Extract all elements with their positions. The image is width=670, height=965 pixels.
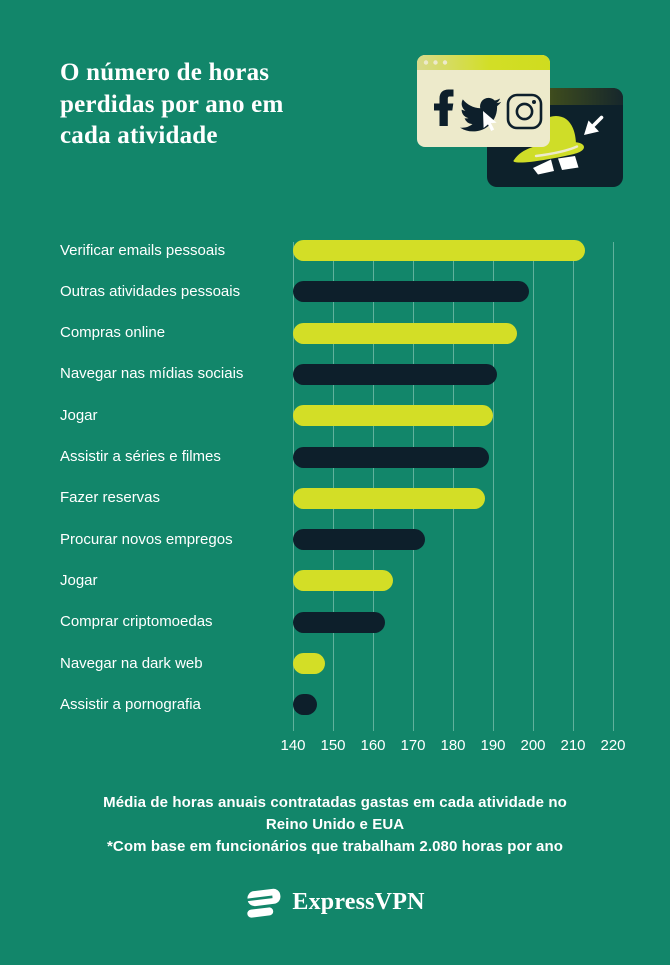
bar xyxy=(293,570,393,591)
bar xyxy=(293,405,493,426)
bar-label: Jogar xyxy=(60,571,98,589)
bar-label: Assistir a pornografia xyxy=(60,695,201,713)
gridline xyxy=(453,242,454,731)
bar xyxy=(293,529,425,550)
x-axis-tick: 140 xyxy=(280,737,306,754)
bar-label: Verificar emails pessoais xyxy=(60,241,226,259)
x-axis-tick: 160 xyxy=(360,737,386,754)
footnote-line: Média de horas anuais contratadas gastas em cada atividade no xyxy=(103,794,567,811)
bar xyxy=(293,323,517,344)
gridline xyxy=(613,242,614,731)
footnote-line: *Com base em funcionários que trabalham 2.080 horas por ano xyxy=(106,838,564,855)
x-axis-tick: 210 xyxy=(560,737,586,754)
bar xyxy=(293,653,325,674)
gridline xyxy=(333,242,334,731)
x-axis-tick: 190 xyxy=(480,737,506,754)
x-axis-tick: 200 xyxy=(520,737,546,754)
bar xyxy=(293,281,529,302)
gridline xyxy=(573,242,574,731)
bar xyxy=(293,240,585,261)
gridline xyxy=(533,242,534,731)
bar-label: Comprar criptomoedas xyxy=(60,613,213,631)
x-axis-tick: 170 xyxy=(400,737,426,754)
bar-label: Procurar novos empregos xyxy=(60,530,233,548)
bar xyxy=(293,694,317,715)
title-line: perdidas por ano em xyxy=(60,90,284,118)
bar xyxy=(293,488,485,509)
x-axis-tick: 150 xyxy=(320,737,346,754)
bar xyxy=(293,612,385,633)
title-line: cada atividade xyxy=(60,122,218,149)
x-axis-tick: 220 xyxy=(600,737,626,754)
expressvpn-logo-icon xyxy=(245,886,283,918)
bar-label: Outras atividades pessoais xyxy=(60,282,241,300)
gridline xyxy=(373,242,374,731)
bar-label: Jogar xyxy=(60,406,98,424)
bar-label: Assistir a séries e filmes xyxy=(60,448,221,465)
bar-label: Navegar na dark web xyxy=(60,654,203,672)
bar xyxy=(293,364,497,385)
footnote-line: Reino Unido e EUA xyxy=(265,816,405,833)
bar-label: Compras online xyxy=(60,324,166,342)
title-line: O número de horas xyxy=(60,59,270,86)
brand-logo xyxy=(0,884,670,920)
gridline xyxy=(413,242,414,731)
brand-logo-text: ExpressVPN xyxy=(292,888,425,915)
x-axis-tick: 180 xyxy=(440,737,466,754)
bar-label: Navegar nas mídias sociais xyxy=(60,365,244,383)
gridline xyxy=(493,242,494,731)
bar-label: Fazer reservas xyxy=(60,489,161,507)
chart-footnote xyxy=(0,792,670,858)
bar xyxy=(293,447,489,468)
